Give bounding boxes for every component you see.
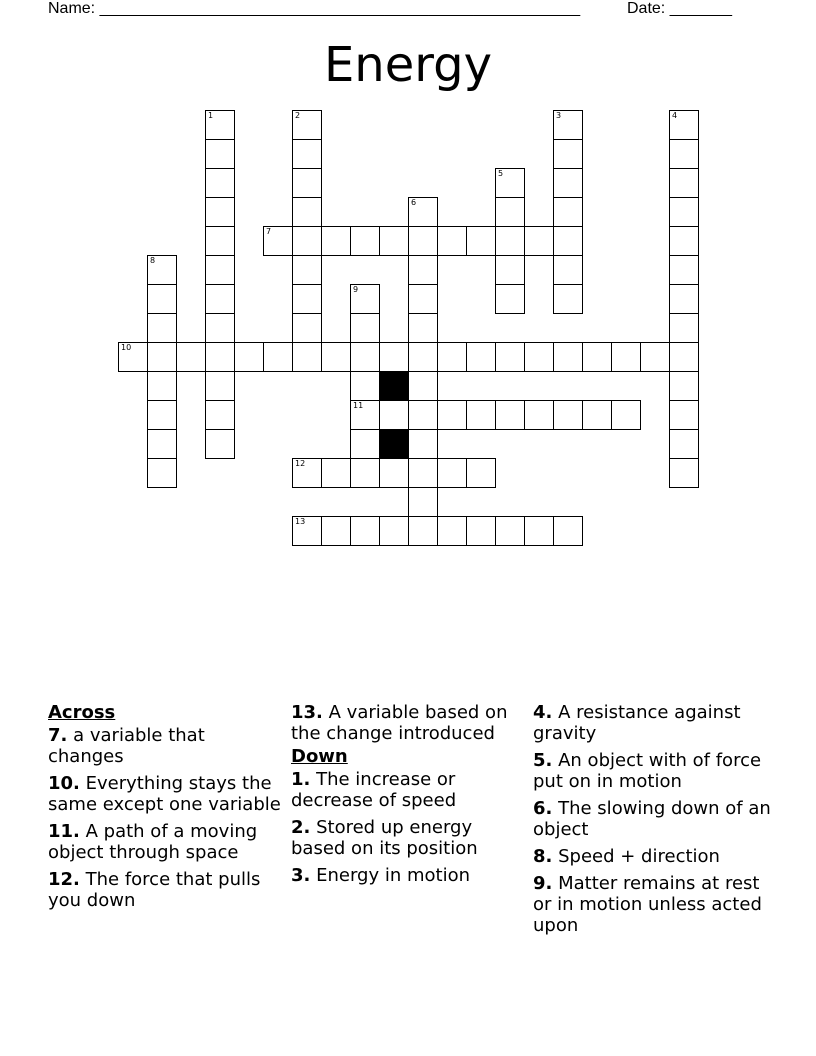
crossword-cell[interactable] [408, 371, 438, 401]
crossword-cell[interactable] [321, 458, 351, 488]
clue-text: The force that pulls you down [48, 869, 261, 911]
crossword-cell[interactable] [350, 458, 380, 488]
crossword-cell[interactable] [495, 284, 525, 314]
crossword-cell[interactable] [669, 226, 699, 256]
crossword-cell[interactable] [350, 371, 380, 401]
clue-text: A variable based on the change introduced [291, 702, 508, 744]
crossword-cell[interactable] [437, 400, 467, 430]
clue-column-2 [291, 700, 526, 886]
crossword-cell[interactable] [379, 516, 409, 546]
crossword-cell[interactable] [292, 313, 322, 343]
crossword-cell[interactable] [321, 516, 351, 546]
crossword-cell[interactable] [147, 313, 177, 343]
crossword-cell[interactable] [379, 226, 409, 256]
clue-number-label: 3 [556, 111, 562, 120]
crossword-cell[interactable] [292, 342, 322, 372]
crossword-cell[interactable] [466, 516, 496, 546]
clue-number-label: 9 [353, 285, 359, 294]
puzzle-title: Energy [323, 37, 493, 93]
crossword-cell[interactable] [176, 342, 206, 372]
clue-number-label: 10 [121, 343, 132, 352]
crossword-cell[interactable] [669, 313, 699, 343]
crossword-cell[interactable] [553, 516, 583, 546]
crossword-cell[interactable] [292, 197, 322, 227]
crossword-cell[interactable] [350, 400, 380, 430]
crossword-cell[interactable] [640, 342, 670, 372]
clue-down-4 [533, 702, 783, 744]
crossword-cell[interactable] [611, 400, 641, 430]
crossword-cell[interactable] [669, 458, 699, 488]
clue-number-label: 11 [353, 401, 364, 410]
clue-number: 5. [533, 750, 553, 771]
clue-number: 6. [533, 798, 553, 819]
clue-across-12 [48, 869, 283, 911]
clue-across-7 [48, 725, 283, 767]
clue-number: 9. [533, 873, 553, 894]
crossword-cell[interactable] [292, 284, 322, 314]
crossword-cell[interactable] [408, 313, 438, 343]
crossword-cell[interactable] [524, 516, 554, 546]
crossword-cell[interactable] [495, 342, 525, 372]
clue-column-3 [533, 700, 783, 936]
crossword-cell[interactable] [379, 400, 409, 430]
crossword-cell[interactable] [147, 284, 177, 314]
crossword-cell[interactable] [553, 342, 583, 372]
black-cell [379, 371, 409, 401]
crossword-cell[interactable] [524, 400, 554, 430]
crossword-cell[interactable] [292, 516, 322, 546]
crossword-cell[interactable] [263, 342, 293, 372]
clue-number: 2. [291, 817, 311, 838]
clue-number: 3. [291, 865, 311, 886]
crossword-cell[interactable] [147, 342, 177, 372]
clue-down-6 [533, 798, 783, 840]
crossword-cell[interactable] [147, 371, 177, 401]
crossword-cell[interactable] [147, 429, 177, 459]
crossword-cell[interactable] [553, 139, 583, 169]
crossword-cell[interactable] [466, 400, 496, 430]
clue-number-label: 7 [266, 227, 272, 236]
crossword-cell[interactable] [669, 284, 699, 314]
crossword-cell[interactable] [205, 197, 235, 227]
date-label: Date: [627, 0, 666, 17]
clue-number: 12. [48, 869, 80, 890]
clue-text: a variable that changes [48, 725, 205, 767]
clue-text: The increase or decrease of speed [291, 769, 457, 811]
clue-number-label: 13 [295, 517, 306, 526]
clue-text: A resistance against gravity [533, 702, 741, 744]
crossword-cell[interactable] [524, 226, 554, 256]
clue-text: Everything stays the same except one variable [48, 773, 281, 815]
clue-text: An object with of force put on in motion [533, 750, 762, 792]
crossword-cell[interactable] [669, 371, 699, 401]
crossword-cell[interactable] [205, 284, 235, 314]
crossword-cell[interactable] [466, 226, 496, 256]
date-line: _______ [669, 0, 732, 17]
crossword-cell[interactable] [234, 342, 264, 372]
crossword-cell[interactable] [408, 342, 438, 372]
crossword-cell[interactable] [147, 458, 177, 488]
clue-text: Stored up energy based on its position [291, 817, 478, 859]
crossword-cell[interactable] [669, 342, 699, 372]
crossword-cell[interactable] [205, 342, 235, 372]
clue-down-5 [533, 750, 783, 792]
crossword-cell[interactable] [408, 516, 438, 546]
crossword-cell[interactable] [350, 342, 380, 372]
crossword-cell[interactable] [669, 429, 699, 459]
crossword-cell[interactable] [350, 284, 380, 314]
clue-number-label: 2 [295, 111, 301, 120]
crossword-cell[interactable] [553, 255, 583, 285]
crossword-cell[interactable] [669, 110, 699, 140]
crossword-cell[interactable] [147, 255, 177, 285]
crossword-cell[interactable] [669, 255, 699, 285]
crossword-cell[interactable] [292, 226, 322, 256]
crossword-cell[interactable] [495, 516, 525, 546]
crossword-cell[interactable] [350, 516, 380, 546]
crossword-cell[interactable] [292, 458, 322, 488]
crossword-cell[interactable] [495, 226, 525, 256]
crossword-cell[interactable] [292, 139, 322, 169]
clue-down-3 [291, 865, 526, 886]
black-cell [379, 429, 409, 459]
clue-number-label: 8 [150, 256, 156, 265]
crossword-cell[interactable] [466, 342, 496, 372]
crossword-cell[interactable] [205, 313, 235, 343]
crossword-cell[interactable] [408, 197, 438, 227]
crossword-cell[interactable] [611, 342, 641, 372]
crossword-cell[interactable] [669, 139, 699, 169]
crossword-cell[interactable] [321, 226, 351, 256]
crossword-cell[interactable] [495, 168, 525, 198]
crossword-cell[interactable] [495, 255, 525, 285]
crossword-cell[interactable] [292, 255, 322, 285]
crossword-cell[interactable] [205, 226, 235, 256]
crossword-cell[interactable] [263, 226, 293, 256]
crossword-cell[interactable] [582, 400, 612, 430]
clue-text: Matter remains at rest or in motion unless acted upon [533, 873, 762, 936]
crossword-cell[interactable] [437, 516, 467, 546]
crossword-cell[interactable] [553, 226, 583, 256]
crossword-cell[interactable] [669, 168, 699, 198]
crossword-cell[interactable] [495, 400, 525, 430]
crossword-cell[interactable] [350, 429, 380, 459]
crossword-cell[interactable] [205, 371, 235, 401]
crossword-cell[interactable] [524, 342, 554, 372]
clue-number: 1. [291, 769, 311, 790]
crossword-cell[interactable] [205, 255, 235, 285]
crossword-cell[interactable] [408, 226, 438, 256]
clue-number: 7. [48, 725, 68, 746]
crossword-cell[interactable] [379, 458, 409, 488]
crossword-cell[interactable] [350, 226, 380, 256]
crossword-cell[interactable] [292, 110, 322, 140]
clue-number: 13. [291, 702, 323, 723]
crossword-cell[interactable] [205, 168, 235, 198]
crossword-cell[interactable] [147, 400, 177, 430]
crossword-cell[interactable] [669, 197, 699, 227]
down-heading: Down [291, 746, 348, 767]
clue-down-8 [533, 846, 783, 867]
clue-number-label: 5 [498, 169, 504, 178]
across-heading: Across [48, 702, 116, 723]
name-label: Name: [48, 0, 96, 17]
clue-number: 10. [48, 773, 80, 794]
clue-text: Speed + direction [558, 846, 720, 867]
clue-down-9 [533, 873, 783, 936]
crossword-cell[interactable] [582, 342, 612, 372]
crossword-cell[interactable] [437, 458, 467, 488]
clue-number-label: 6 [411, 198, 417, 207]
clue-text: Energy in motion [316, 865, 471, 886]
crossword-cell[interactable] [553, 110, 583, 140]
clue-down-2 [291, 817, 526, 859]
clue-text: A path of a moving object through space [48, 821, 258, 863]
crossword-cell[interactable] [553, 400, 583, 430]
crossword-cell[interactable] [205, 139, 235, 169]
crossword-cell[interactable] [408, 458, 438, 488]
crossword-cell[interactable] [466, 458, 496, 488]
crossword-cell[interactable] [553, 197, 583, 227]
clue-number: 4. [533, 702, 553, 723]
crossword-cell[interactable] [553, 168, 583, 198]
name-line: ______________________________________________________ [99, 0, 581, 17]
crossword-cell[interactable] [205, 400, 235, 430]
clue-column-1 [48, 700, 283, 911]
crossword-cell[interactable] [292, 168, 322, 198]
crossword-cell[interactable] [669, 400, 699, 430]
clue-number-label: 12 [295, 459, 306, 468]
crossword-cell[interactable] [321, 342, 351, 372]
crossword-cell[interactable] [118, 342, 148, 372]
crossword-cell[interactable] [408, 487, 438, 517]
crossword-cell[interactable] [408, 429, 438, 459]
clue-down-1 [291, 769, 526, 811]
crossword-cell[interactable] [553, 284, 583, 314]
crossword-cell[interactable] [379, 342, 409, 372]
clue-number-label: 4 [672, 111, 678, 120]
clue-number: 8. [533, 846, 553, 867]
crossword-cell[interactable] [408, 284, 438, 314]
clue-across-11 [48, 821, 283, 863]
clue-across-13 [291, 702, 526, 744]
crossword-cell[interactable] [205, 429, 235, 459]
clue-number-label: 1 [208, 111, 214, 120]
crossword-cell[interactable] [437, 226, 467, 256]
crossword-cell[interactable] [350, 313, 380, 343]
clue-text: The slowing down of an object [533, 798, 771, 840]
crossword-cell[interactable] [408, 255, 438, 285]
clue-across-10 [48, 773, 283, 815]
crossword-cell[interactable] [205, 110, 235, 140]
crossword-cell[interactable] [437, 342, 467, 372]
crossword-cell[interactable] [408, 400, 438, 430]
crossword-cell[interactable] [495, 197, 525, 227]
clue-number: 11. [48, 821, 80, 842]
